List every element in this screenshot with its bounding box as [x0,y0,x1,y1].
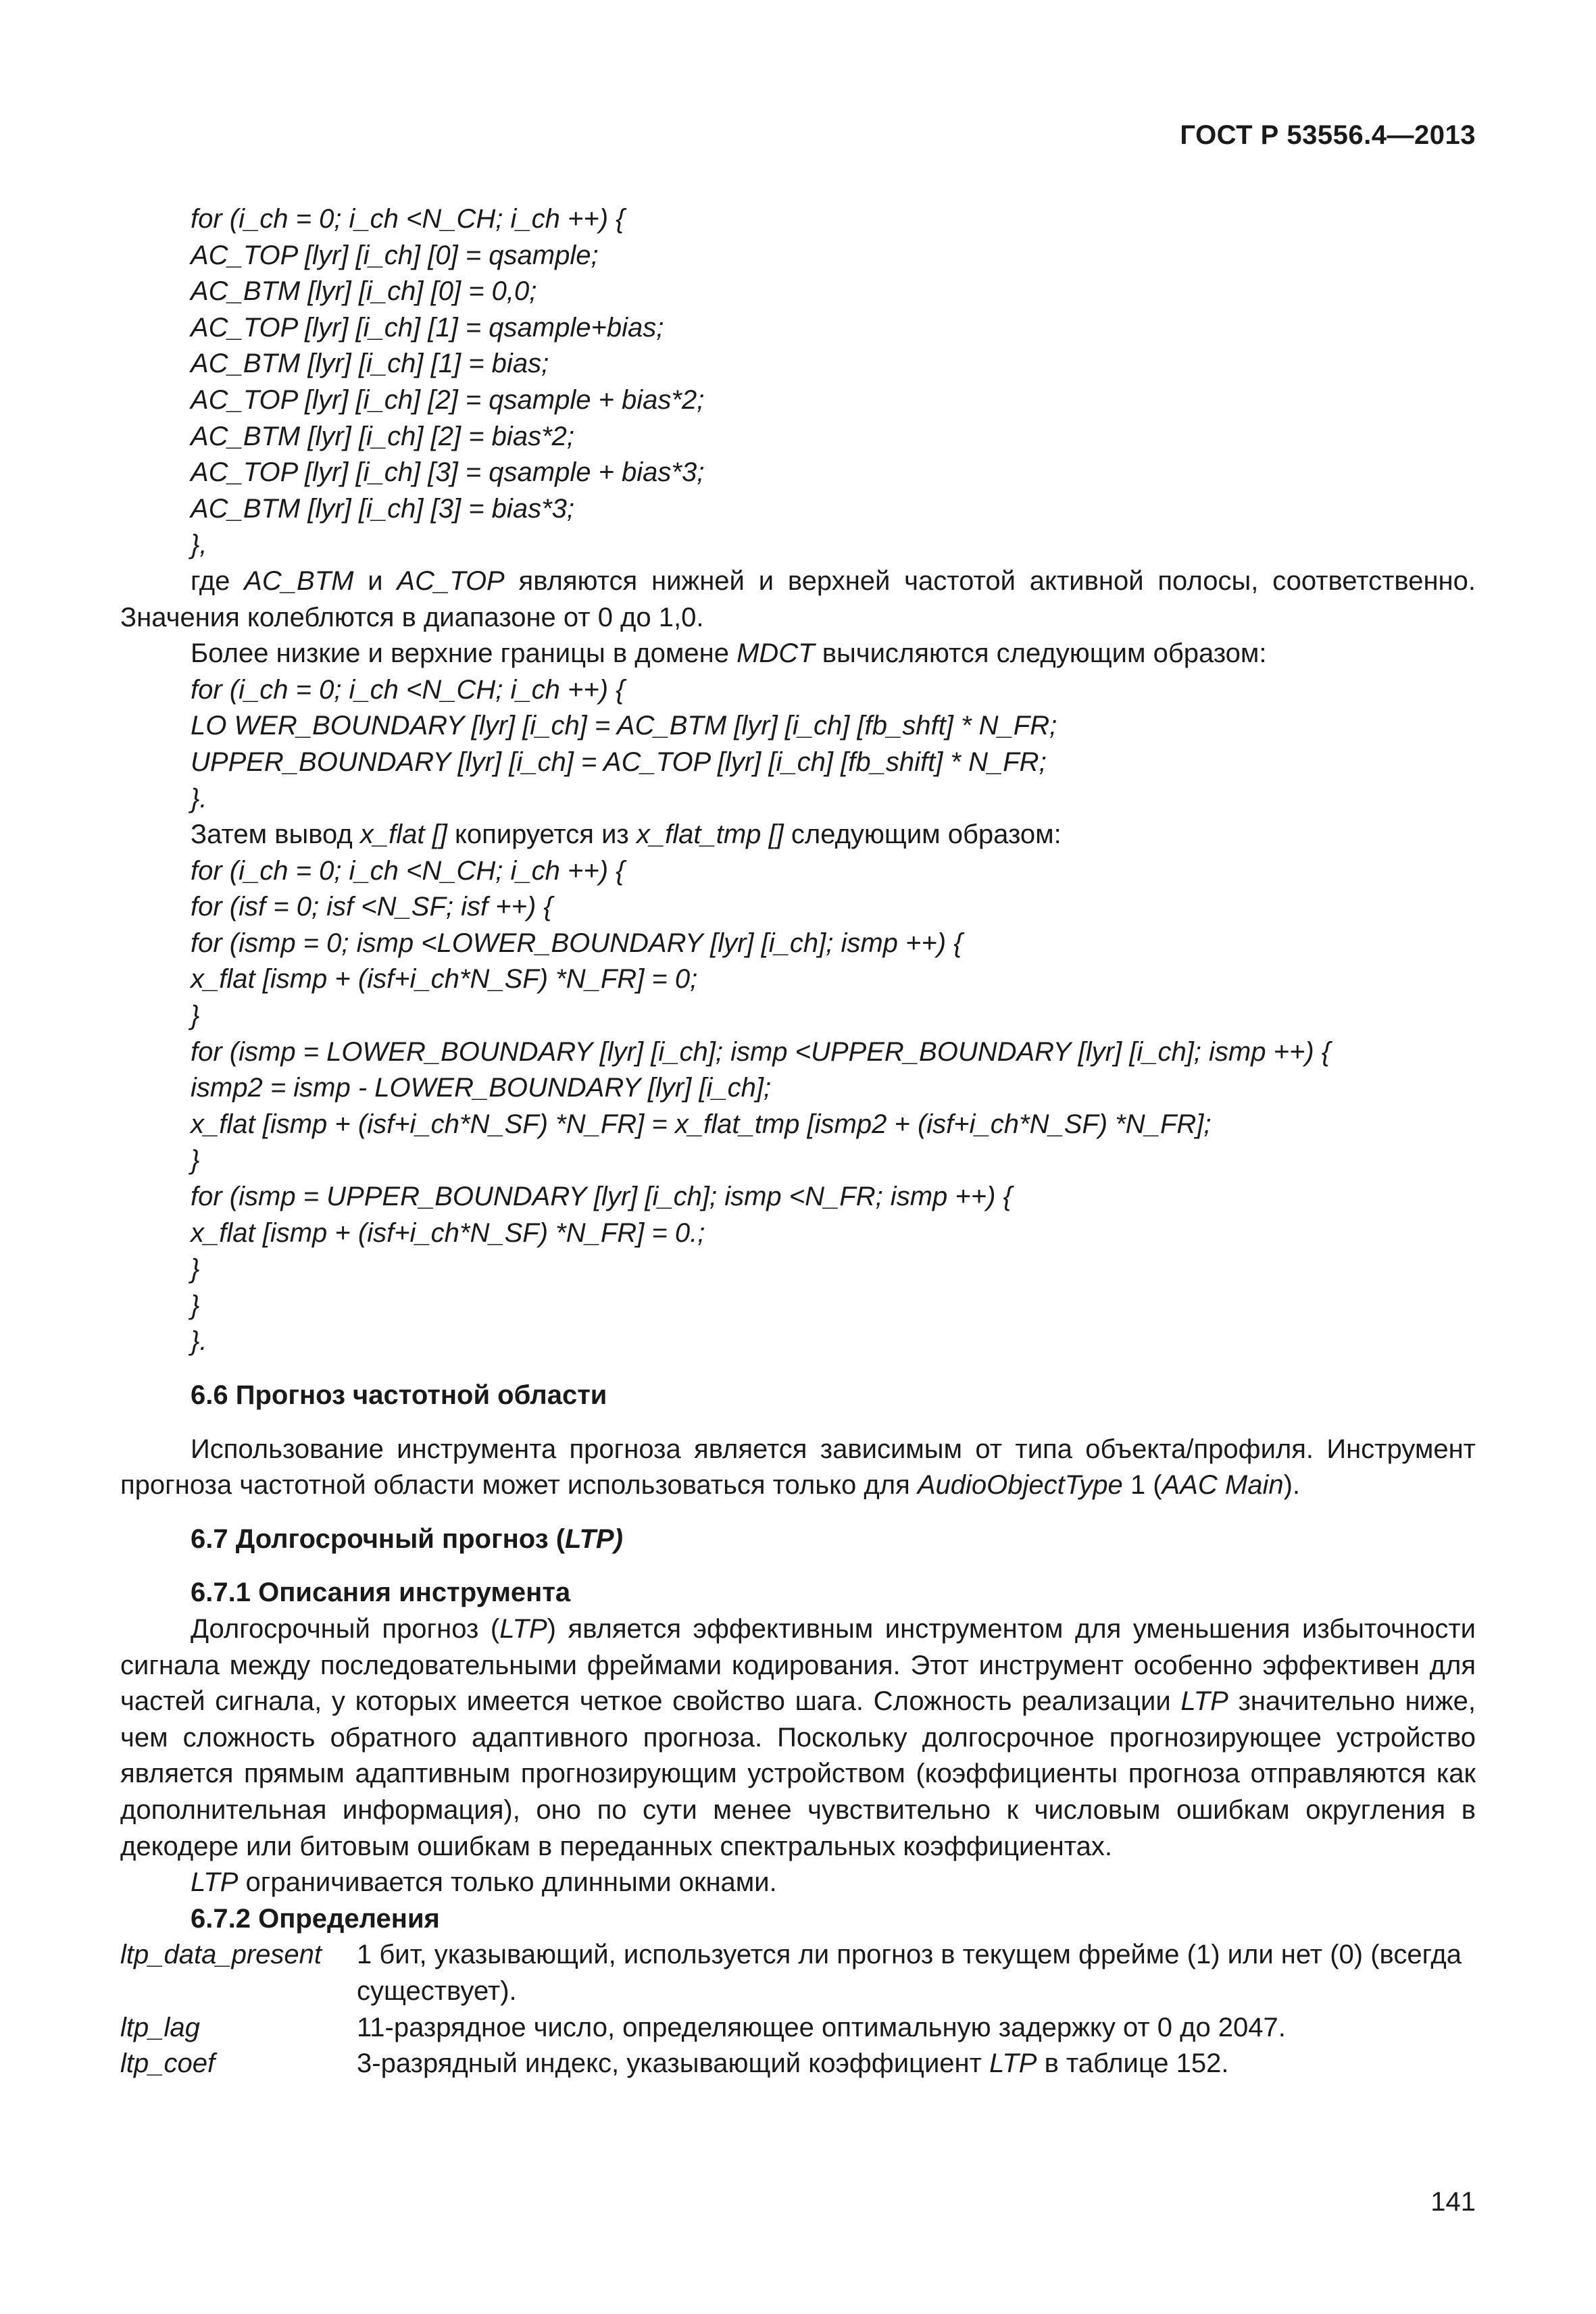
code-line: AC_BTM [lyr] [i_ch] [0] = 0,0; [191,276,537,307]
text-span: где [191,565,245,596]
paragraph-mdct-bounds [120,636,1476,672]
code-line: AC_BTM [lyr] [i_ch] [2] = bias*2; [191,421,574,451]
section-heading-6-7-1: 6.7.1 Описания инструмента [191,1578,571,1608]
code-line: x_flat [ismp + (isf+i_ch*N_SF) *N_FR] = 0; [191,964,698,995]
section-heading-6-7 [120,1521,1476,1558]
code-block-xflat [120,853,1476,1360]
code-block-boundaries [120,672,1476,817]
paragraph-ac-explanation [120,563,1476,636]
code-line: x_flat [ismp + (isf+i_ch*N_SF) *N_FR] = 0.; [191,1217,705,1248]
definition-item [120,2010,1476,2046]
code-line: AC_BTM [lyr] [i_ch] [1] = bias; [191,349,549,379]
page-number: 141 [1430,2187,1476,2217]
code-block-ac-bounds [120,201,1476,563]
code-line: AC_TOP [lyr] [i_ch] [1] = qsample+bias; [191,312,664,343]
code-line: ismp2 = ismp - LOWER_BOUNDARY [lyr] [i_ch]; [191,1073,772,1103]
definition-item [120,1937,1476,2009]
spacer [120,1557,1476,1575]
paragraph-xflat-copy [120,817,1476,853]
code-line: for (ismp = LOWER_BOUNDARY [lyr] [i_ch]; ismp <UPPER_BOUNDARY [lyr] [i_ch]; ismp ++) { [191,1036,1331,1067]
code-term: MDCT [737,638,815,669]
code-line: AC_BTM [lyr] [i_ch] [3] = bias*3; [191,493,574,524]
code-line: AC_TOP [lyr] [i_ch] [3] = qsample + bias*3; [191,457,705,488]
code-line: for (i_ch = 0; i_ch <N_CH; i_ch ++) { [191,855,625,886]
definition-item [120,2046,1476,2082]
code-term: x_flat_tmp [] [636,820,784,850]
section-heading-6-7-2: 6.7.2 Определения [191,1903,440,1934]
code-term: AC_BTM [244,565,354,596]
code-line: } [191,1001,200,1031]
code-term: LTP [1180,1686,1228,1717]
text-span: Использование инструмента прогноза является зависимым от типа объекта/профиля. Инструмент прогноза частотной области может использоваться только для [120,1434,1476,1501]
definition-description: 1 бит, указывающий, используется ли прогноз в текущем фрейме (1) или нет (0) (всегда существует). [357,1940,1462,2006]
text-span: Более низкие и верхние границы в домене [191,638,737,669]
definition-description [357,2046,1476,2082]
text-span: и [353,565,397,596]
definition-term: ltp_lag [120,2012,200,2042]
text-span: Затем вывод [191,820,360,850]
code-line: } [191,1145,200,1176]
spacer [120,1504,1476,1521]
code-line: for (i_ch = 0; i_ch <N_CH; i_ch ++) { [191,674,625,705]
heading-text: 6.7 Долгосрочный прогноз ( [191,1524,566,1554]
paragraph-ltp-long-windows [120,1865,1476,1901]
code-line: }. [191,783,207,813]
code-line: AC_TOP [lyr] [i_ch] [0] = qsample; [191,240,599,270]
document-id-header: ГОСТ Р 53556.4—2013 [1180,120,1476,150]
text-span: являются нижней и верхней частотой активной полосы, соответственно. Значения колеблются в диапазоне от 0 до 1,0. [120,565,1476,632]
code-line: for (i_ch = 0; i_ch <N_CH; i_ch ++) { [191,204,625,234]
code-line: UPPER_BOUNDARY [lyr] [i_ch] = AC_TOP [lyr] [i_ch] [fb_shift] * N_FR; [191,747,1047,777]
code-line: } [191,1290,200,1320]
text-span: 1 ( [1122,1470,1162,1501]
spacer [120,1414,1476,1432]
code-line: for (ismp = UPPER_BOUNDARY [lyr] [i_ch]; ismp <N_FR; ismp ++) { [191,1182,1012,1212]
code-line: for (isf = 0; isf <N_SF; isf ++) { [191,892,553,922]
text-span: следующим образом: [783,820,1062,850]
text-span: ) является эффективным инструментом для уменьшения избыточности сигнала между последовательными фреймами кодирования. Этот инструмент особенно эффективен для частей сигнала, у которых имеется четкое свойство шага. Сложность реализации [120,1613,1476,1717]
code-term: AAC Main [1162,1470,1284,1501]
text-span: вычисляются следующим образом: [814,638,1267,669]
text-span: копируется из [447,820,637,850]
definition-term: ltp_data_present [120,1940,322,1970]
code-line: LO WER_BOUNDARY [lyr] [i_ch] = AC_BTM [lyr] [i_ch] [fb_shft] * N_FR; [191,711,1057,741]
spacer [120,1360,1476,1378]
text-span: в таблице 152. [1037,2048,1229,2079]
definition-description: 11-разрядное число, определяющее оптимальную задержку от 0 до 2047. [357,2012,1286,2042]
paragraph-ltp-description [120,1611,1476,1865]
text-span: ). [1283,1470,1301,1501]
text-span: Долгосрочный прогноз ( [191,1613,500,1644]
definitions-list [120,1937,1476,2082]
text-span: значительно ниже, чем сложность обратного адаптивного прогноза. Поскольку долгосрочное прогнозирующее устройство является прямым адаптивным прогнозирующим устройством (коэффициенты прогноза отправляются как дополнительная информация), оно по сути менее чувствительно к числовым ошибкам округления в декодере или битовым ошибкам в переданных спектральных коэффициентах. [120,1686,1476,1861]
page-body [120,201,1476,2082]
code-term: AudioObjectType [917,1470,1123,1501]
code-line: AC_TOP [lyr] [i_ch] [2] = qsample + bias*2; [191,384,705,415]
heading-code-term: LTP) [565,1524,623,1554]
code-line: }. [191,1326,207,1357]
code-line: for (ismp = 0; ismp <LOWER_BOUNDARY [lyr] [i_ch]; ismp ++) { [191,928,963,958]
code-term: LTP [191,1867,239,1898]
code-line: } [191,1254,200,1284]
text-span: 3-разрядный индекс, указывающий коэффициент [357,2048,990,2079]
section-heading-6-6: 6.6 Прогноз частотной области [191,1380,607,1410]
code-term: LTP [499,1613,547,1644]
code-line: x_flat [ismp + (isf+i_ch*N_SF) *N_FR] = x_flat_tmp [ismp2 + (isf+i_ch*N_SF) *N_FR]; [191,1109,1212,1139]
code-term: x_flat [] [359,820,447,850]
paragraph-frequency-prediction [120,1432,1476,1504]
code-term: AC_TOP [397,565,505,596]
code-line: }, [191,530,207,560]
text-span: ограничивается только длинными окнами. [238,1867,777,1898]
definition-term: ltp_coef [120,2048,216,2079]
code-term: LTP [989,2048,1037,2079]
